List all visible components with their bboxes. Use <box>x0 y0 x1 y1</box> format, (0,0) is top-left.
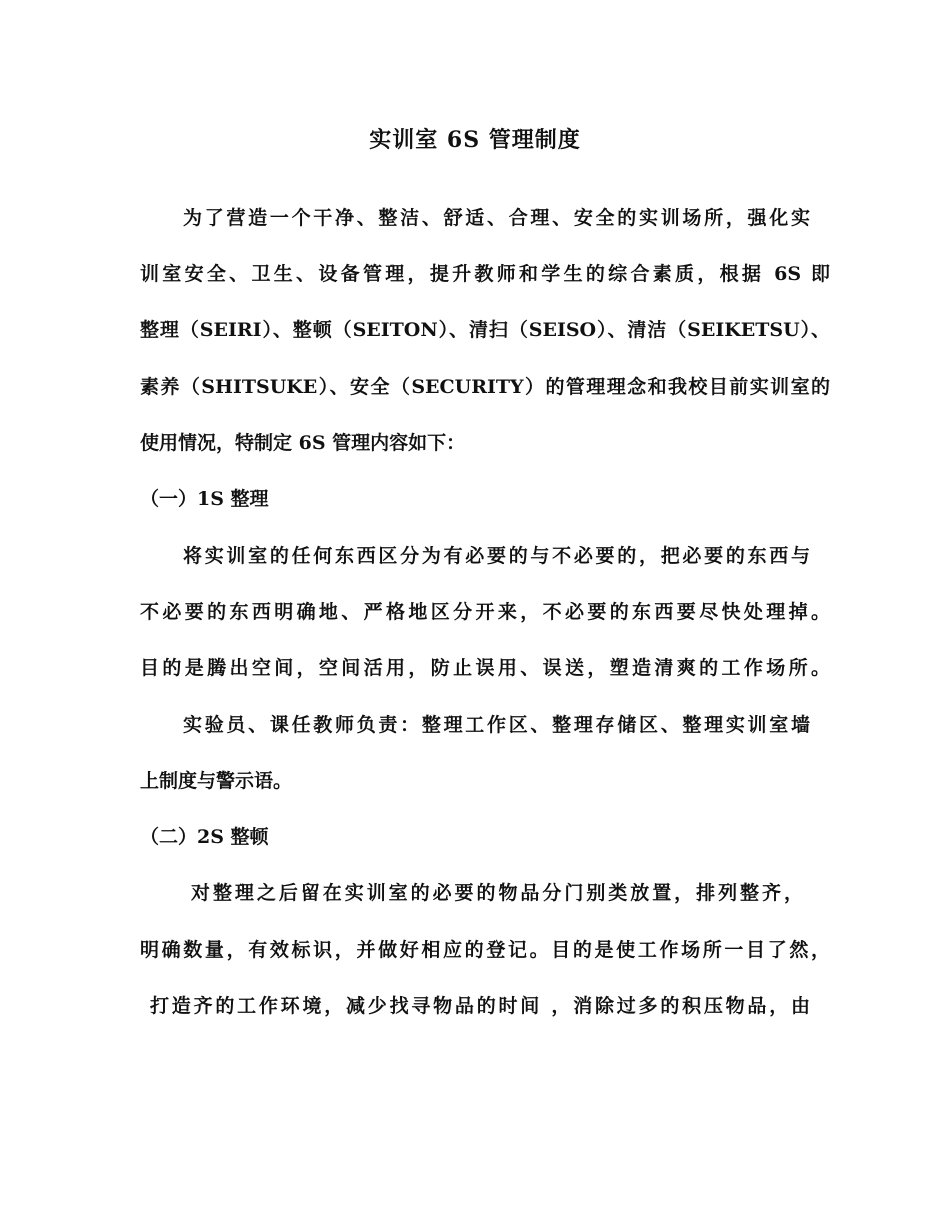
section-2-heading: （二）2S 整顿 <box>140 826 269 848</box>
section-2-para-1-line-1: 对整理之后留在实训室的必要的物品分门别类放置，排列整齐， <box>191 882 803 904</box>
section-1-para-2-line-2: 上制度与警示语。 <box>140 770 293 792</box>
intro-line-5: 使用情况，特制定 6S 管理内容如下： <box>140 432 466 454</box>
intro-line-3: 整理（SEIRI）、整顿（SEITON）、清扫（SEISO）、清洁（SEIKETSU）、 <box>140 319 830 341</box>
intro-line-4: 素养（SHITSUKE）、安全（SECURITY）的管理理念和我校目前实训室的 <box>140 376 830 398</box>
section-2-para-1-line-3: 打造齐的工作环境，减少找寻物品的时间 ，消除过多的积压物品，由 <box>150 995 810 1017</box>
intro-line-2: 训室安全、卫生、设备管理，提升教师和学生的综合素质，根据 6S 即 <box>140 263 830 285</box>
intro-line-1: 为了营造一个干净、整洁、舒适、合理、安全的实训场所，强化实 <box>183 207 810 229</box>
section-1-para-2-line-1: 实验员、课任教师负责：整理工作区、整理存储区、整理实训室墙 <box>183 714 810 736</box>
section-1-para-1-line-2: 不必要的东西明确地、严格地区分开来，不必要的东西要尽快处理掉。 <box>140 601 830 623</box>
section-1-para-1-line-3: 目的是腾出空间，空间活用，防止误用、误送，塑造清爽的工作场所。 <box>140 657 830 679</box>
section-2-para-1-line-2: 明确数量，有效标识，并做好相应的登记。目的是使工作场所一目了然， <box>140 939 830 961</box>
section-1-heading: （一）1S 整理 <box>140 488 269 510</box>
section-1-para-1-line-1: 将实训室的任何东西区分为有必要的与不必要的，把必要的东西与 <box>183 545 810 567</box>
document-title: 实训室 6S 管理制度 <box>369 127 581 153</box>
